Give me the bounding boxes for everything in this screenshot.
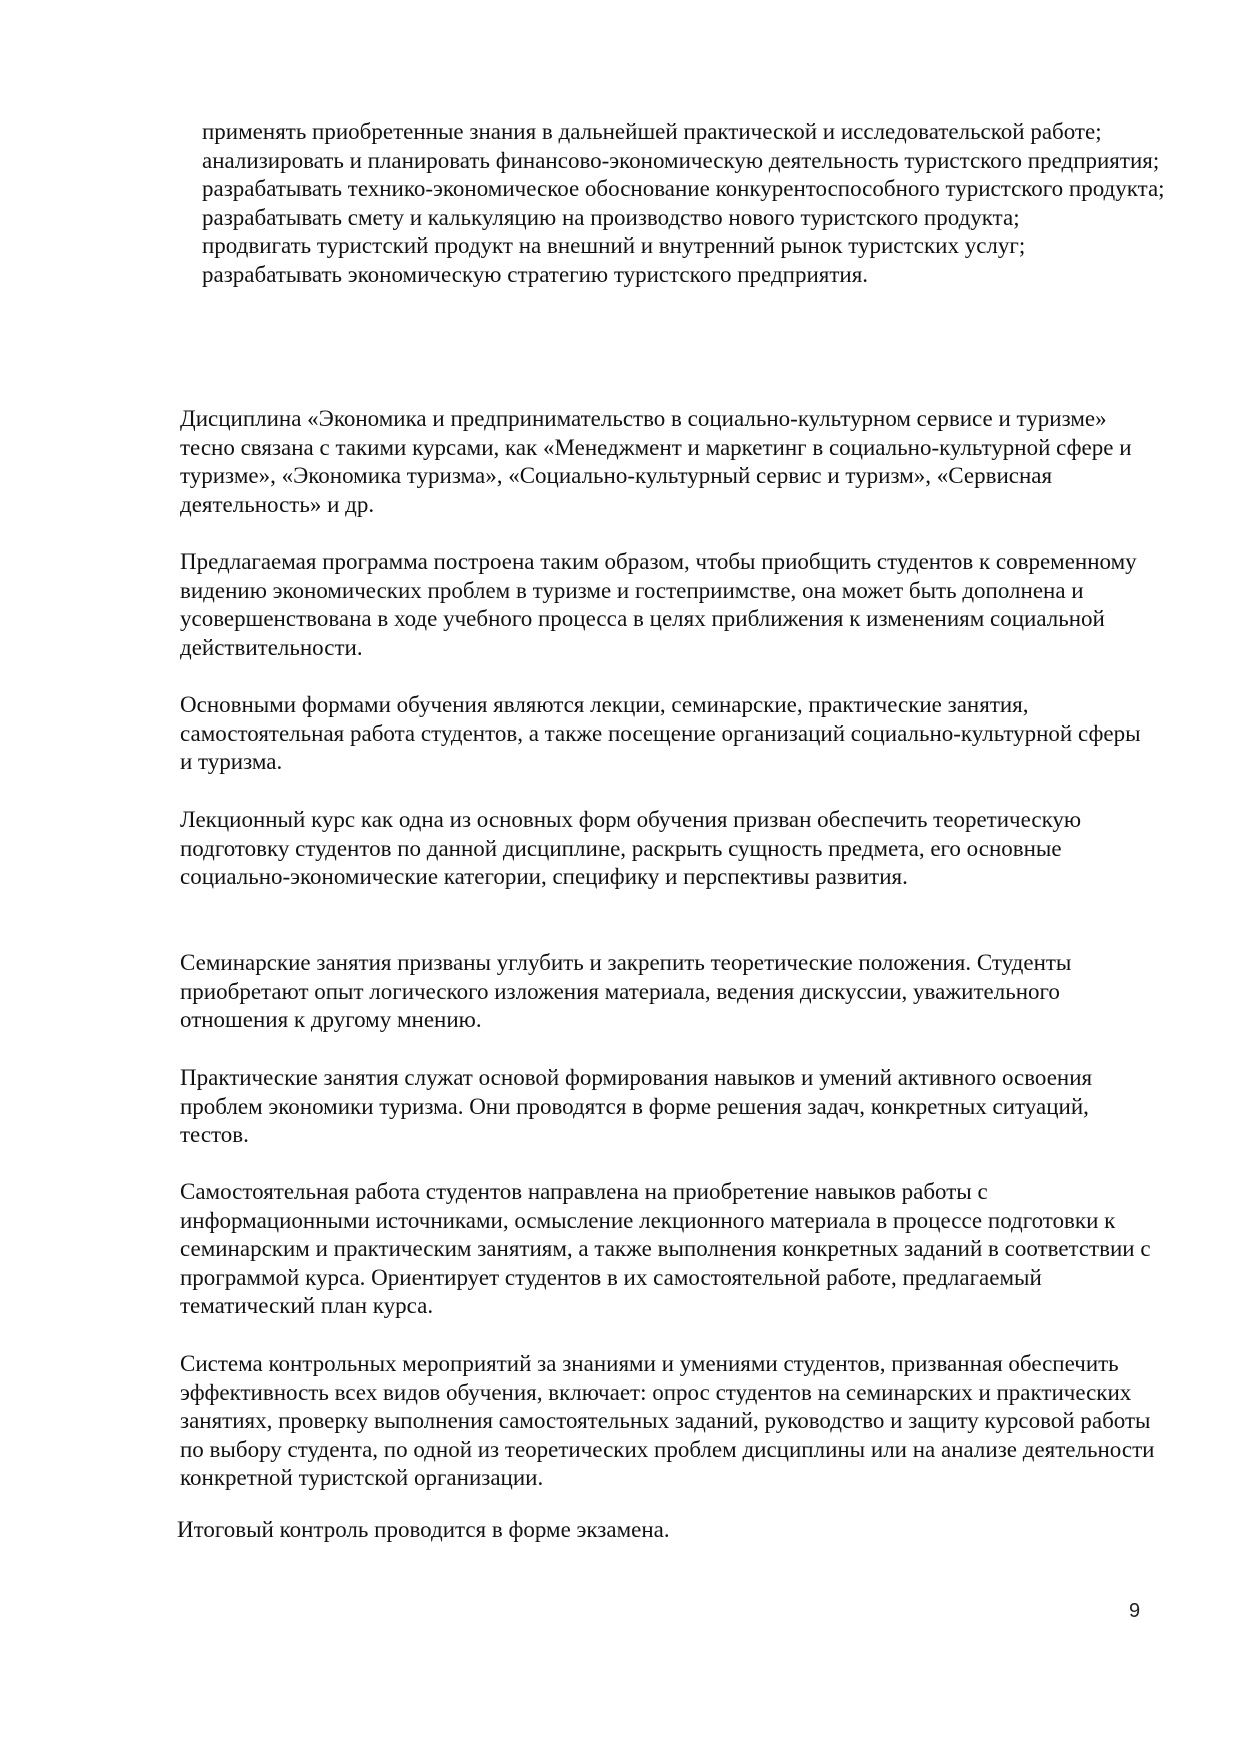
paragraph-program: Предлагаемая программа построена таким образом, чтобы приобщить студентов к современному видению экономических проблем в туризме и гостеприимстве, она может быть дополнена и усовершенствована в ходе учебного процесса в целях приближения к изменениям социальной действительности. <box>180 549 1137 660</box>
paragraph-self-study: Самостоятельная работа студентов направлена на приобретение навыков работы с информационными источниками, осмысление лекционного материала в процессе подготовки к семинарским и практическим занятиям, а также выполнения конкретных заданий в соответствии с программой курса. Ориентирует студентов в их самостоятельной работе, предлагаемый тематический план курса. <box>180 1179 1151 1318</box>
page-number: 9 <box>1129 1600 1141 1622</box>
paragraph-practice: Практические занятия служат основой формирования навыков и умений активного освоения проблем экономики туризма. Они проводятся в форме решения задач, конкретных ситуаций, тестов. <box>180 1065 1093 1147</box>
list-item: анализировать и планировать финансово-экономическую деятельность туристского предприятия; <box>202 147 1160 173</box>
list-item: разрабатывать экономическую стратегию туристского предприятия. <box>202 261 869 287</box>
paragraph-discipline: Дисциплина «Экономика и предпринимательство в социально-культурном сервисе и туризме» тесно связана с такими курсами, как «Менеджмент и маркетинг в социально-культурной сфере и туризме», «Экономика туризма», «Социально-культурный сервис и туризм», «Сервисная деятельность» и др. <box>180 406 1132 517</box>
list-item: разрабатывать смету и калькуляцию на производство нового туристского продукта; <box>202 204 1020 230</box>
list-item: применять приобретенные знания в дальнейшей практической и исследовательской работе; <box>202 119 1102 144</box>
skills-list <box>177 118 1167 289</box>
paragraph-forms: Основными формами обучения являются лекции, семинарские, практические занятия, самостоятельная работа студентов, а также посещение организаций социально-культурной сферы и туризма. <box>180 692 1141 774</box>
paragraph-lectures: Лекционный курс как одна из основных форм обучения призван обеспечить теоретическую подготовку студентов по данной дисциплине, раскрыть сущность предмета, его основные социально-экономические категории, специфику и перспективы развития. <box>180 807 1082 889</box>
list-item: разрабатывать технико-экономическое обоснование конкурентоспособного туристского продукта; <box>202 176 1165 201</box>
paragraph-seminars: Семинарские занятия призваны углубить и закрепить теоретические положения. Студенты приобретают опыт логического изложения материала, ведения дискуссии, уважительного отношения к другому мнению. <box>180 950 1072 1032</box>
paragraph-control: Система контрольных мероприятий за знаниями и умениями студентов, призванная обеспечить эффективность всех видов обучения, включает: опрос студентов на семинарских и практических занятиях, проверку выполнения самостоятельных заданий, руководство и защиту курсовой работы по выбору студента, по одной из теоретических проблем дисциплины или на анализе деятельности конкретной туристской организации. <box>180 1351 1155 1490</box>
list-item: продвигать туристский продукт на внешний и внутренний рынок туристских услуг; <box>202 233 1026 258</box>
paragraph-final-exam: Итоговый контроль проводится в форме экзамена. <box>177 1517 670 1542</box>
